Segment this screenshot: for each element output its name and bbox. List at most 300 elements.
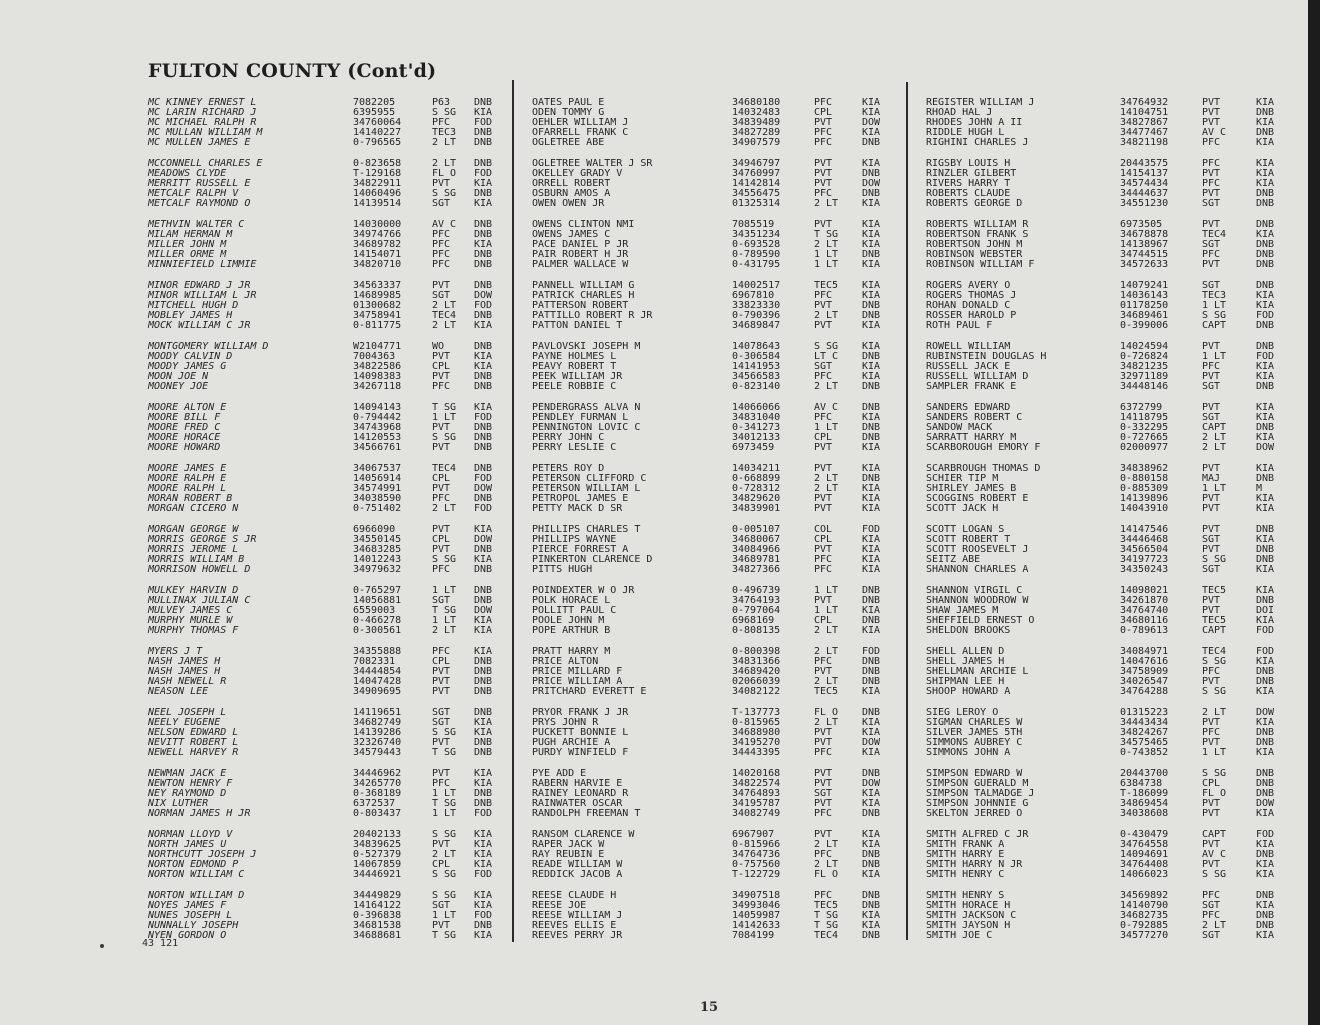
roster-status: DNB bbox=[1256, 778, 1275, 789]
roster-serial: 34574991 bbox=[353, 483, 402, 494]
roster-serial: 34477467 bbox=[1120, 127, 1169, 138]
roster-status: KIA bbox=[1256, 717, 1275, 728]
roster-serial: 7084199 bbox=[732, 930, 775, 941]
roster-serial: 34689782 bbox=[353, 239, 402, 250]
roster-grade: SGT bbox=[432, 290, 451, 301]
roster-status: DNB bbox=[474, 280, 493, 291]
roster-serial: 34821198 bbox=[1120, 137, 1169, 148]
roster-grade: PFC bbox=[814, 290, 833, 301]
roster-grade: T SG bbox=[814, 229, 839, 240]
roster-status: DOW bbox=[474, 290, 493, 301]
roster-serial: 34764740 bbox=[1120, 605, 1169, 616]
roster-name: MOORE HORACE bbox=[148, 432, 221, 443]
roster-group bbox=[148, 281, 500, 342]
roster-grade: TEC5 bbox=[814, 686, 839, 697]
roster-serial: 34764193 bbox=[732, 595, 781, 606]
roster-serial: 01325314 bbox=[732, 198, 781, 209]
roster-status: DNB bbox=[474, 788, 493, 799]
roster-name: SMITH ALFRED C JR bbox=[926, 829, 1029, 840]
roster-serial: 34449829 bbox=[353, 890, 402, 901]
roster-status: DNB bbox=[862, 300, 881, 311]
roster-serial: 0-797064 bbox=[732, 605, 781, 616]
roster-name: SANDERS EDWARD bbox=[926, 402, 1011, 413]
roster-name: MULVEY JAMES C bbox=[148, 605, 233, 616]
roster-name: MORGAN GEORGE W bbox=[148, 524, 239, 535]
roster-name: POPE ARTHUR B bbox=[532, 625, 611, 636]
roster-grade: 2 LT bbox=[814, 310, 839, 321]
roster-status: KIA bbox=[862, 829, 881, 840]
roster-name: MINOR EDWARD J JR bbox=[148, 280, 251, 291]
roster-name: MC KINNEY ERNEST L bbox=[148, 97, 257, 108]
roster-name: SMITH HARRY E bbox=[926, 849, 1005, 860]
roster-group bbox=[532, 586, 890, 647]
roster-group bbox=[922, 281, 1284, 342]
roster-serial: 14140790 bbox=[1120, 900, 1169, 911]
roster-grade: T SG bbox=[432, 930, 457, 941]
roster-name: ROBERTSON FRANK S bbox=[926, 229, 1029, 240]
roster-grade: PVT bbox=[814, 320, 833, 331]
roster-row bbox=[922, 199, 1284, 209]
roster-serial: 14140227 bbox=[353, 127, 402, 138]
roster-status: KIA bbox=[474, 198, 493, 209]
roster-name: SHELL ALLEN D bbox=[926, 646, 1005, 657]
roster-serial: 34680116 bbox=[1120, 615, 1169, 626]
roster-grade: PFC bbox=[1202, 249, 1221, 260]
roster-status: KIA bbox=[474, 900, 493, 911]
roster-status: FOD bbox=[1256, 351, 1275, 362]
roster-status: DNB bbox=[862, 849, 881, 860]
roster-status: KIA bbox=[474, 859, 493, 870]
roster-name: SMITH JOE C bbox=[926, 930, 993, 941]
roster-grade: 2 LT bbox=[814, 859, 839, 870]
roster-name: MEADOWS CLYDE bbox=[148, 168, 227, 179]
roster-grade: FL O bbox=[432, 168, 457, 179]
roster-serial: 14139286 bbox=[353, 727, 402, 738]
roster-name: POLK HORACE L bbox=[532, 595, 611, 606]
roster-grade: S SG bbox=[432, 869, 457, 880]
roster-grade: PFC bbox=[814, 554, 833, 565]
roster-name: NEWMAN JACK E bbox=[148, 768, 227, 779]
roster-grade: PFC bbox=[1202, 910, 1221, 921]
roster-serial: 14154137 bbox=[1120, 168, 1169, 179]
roster-grade: SGT bbox=[1202, 564, 1221, 575]
roster-serial: 6967810 bbox=[732, 290, 775, 301]
roster-status: DNB bbox=[1256, 280, 1275, 291]
roster-name: RHOAD HAL J bbox=[926, 107, 993, 118]
roster-row bbox=[922, 138, 1284, 148]
roster-group bbox=[532, 769, 890, 830]
roster-serial: 0-792885 bbox=[1120, 920, 1169, 931]
roster-status: DOW bbox=[862, 117, 881, 128]
roster-serial: 34743968 bbox=[353, 422, 402, 433]
roster-name: SHANNON WOODROW W bbox=[926, 595, 1029, 606]
roster-status: DNB bbox=[1256, 524, 1275, 535]
roster-name: MORRIS WILLIAM B bbox=[148, 554, 245, 565]
roster-serial: 34869454 bbox=[1120, 798, 1169, 809]
roster-grade: FL O bbox=[1202, 788, 1227, 799]
roster-group bbox=[148, 647, 500, 708]
roster-grade: 1 LT bbox=[1202, 351, 1227, 362]
roster-serial: 32971189 bbox=[1120, 371, 1169, 382]
roster-status: DNB bbox=[1256, 127, 1275, 138]
roster-name: SANDERS ROBERT C bbox=[926, 412, 1023, 423]
roster-status: DNB bbox=[474, 463, 493, 474]
roster-grade: PFC bbox=[814, 412, 833, 423]
roster-serial: 34907518 bbox=[732, 890, 781, 901]
roster-serial: T-122729 bbox=[732, 869, 781, 880]
roster-serial: 34838962 bbox=[1120, 463, 1169, 474]
roster-status: FOD bbox=[474, 910, 493, 921]
roster-serial: 14036143 bbox=[1120, 290, 1169, 301]
roster-name: RANDOLPH FREEMAN T bbox=[532, 808, 641, 819]
roster-serial: 0-794442 bbox=[353, 412, 402, 423]
roster-grade: PVT bbox=[814, 829, 833, 840]
roster-name: SEITZ ABE bbox=[926, 554, 981, 565]
roster-status: DNB bbox=[1256, 768, 1275, 779]
roster-status: DNB bbox=[474, 544, 493, 555]
roster-status: FOD bbox=[1256, 310, 1275, 321]
roster-grade: TEC5 bbox=[1202, 615, 1227, 626]
roster-grade: CPL bbox=[432, 361, 451, 372]
roster-group bbox=[922, 159, 1284, 220]
page-title: FULTON COUNTY (Cont'd) bbox=[148, 60, 437, 82]
roster-grade: PVT bbox=[1202, 605, 1221, 616]
roster-name: PRICE MILLARD F bbox=[532, 666, 623, 677]
roster-serial: 0-005107 bbox=[732, 524, 781, 535]
roster-grade: TEC3 bbox=[432, 127, 457, 138]
roster-serial: 0-790396 bbox=[732, 310, 781, 321]
roster-serial: 0-332295 bbox=[1120, 422, 1169, 433]
roster-serial: T-129168 bbox=[353, 168, 402, 179]
roster-group bbox=[922, 342, 1284, 403]
roster-serial: 14024594 bbox=[1120, 341, 1169, 352]
roster-status: DNB bbox=[474, 249, 493, 260]
roster-name: MOORE RALPH E bbox=[148, 473, 227, 484]
roster-status: DNB bbox=[1256, 910, 1275, 921]
roster-serial: 6559003 bbox=[353, 605, 396, 616]
roster-grade: PVT bbox=[814, 768, 833, 779]
roster-name: ROBERTS WILLIAM R bbox=[926, 219, 1029, 230]
roster-status: KIA bbox=[1256, 290, 1275, 301]
roster-grade: PFC bbox=[814, 564, 833, 575]
roster-grade: SGT bbox=[814, 788, 833, 799]
roster-name: METCALF RAYMOND O bbox=[148, 198, 251, 209]
roster-name: PENDLEY FURMAN L bbox=[532, 412, 629, 423]
roster-serial: 34038608 bbox=[1120, 808, 1169, 819]
roster-name: MULKEY HARVIN D bbox=[148, 585, 239, 596]
roster-name: PAIR ROBERT H JR bbox=[532, 249, 629, 260]
roster-name: SMITH FRANK A bbox=[926, 839, 1005, 850]
roster-name: NEASON LEE bbox=[148, 686, 209, 697]
roster-name: SCOTT ROOSEVELT J bbox=[926, 544, 1029, 555]
roster-grade: PVT bbox=[814, 798, 833, 809]
roster-status: DNB bbox=[474, 229, 493, 240]
roster-grade: PVT bbox=[814, 493, 833, 504]
roster-serial: 14142633 bbox=[732, 920, 781, 931]
roster-status: DNB bbox=[862, 900, 881, 911]
roster-name: REGISTER WILLIAM J bbox=[926, 97, 1035, 108]
roster-serial: 14138967 bbox=[1120, 239, 1169, 250]
roster-row bbox=[532, 931, 890, 941]
roster-name: NYEN GORDON O bbox=[148, 930, 227, 941]
roster-group bbox=[148, 464, 500, 525]
roster-status: DNB bbox=[862, 249, 881, 260]
roster-grade: PVT bbox=[1202, 798, 1221, 809]
roster-name: OGLETREE ABE bbox=[532, 137, 605, 148]
roster-name: ODEN TOMMY G bbox=[532, 107, 605, 118]
roster-grade: PVT bbox=[432, 839, 451, 850]
roster-grade: PVT bbox=[432, 737, 451, 748]
roster-status: DNB bbox=[862, 137, 881, 148]
roster-grade: COL bbox=[814, 524, 833, 535]
roster-serial: 34820710 bbox=[353, 259, 402, 270]
roster-group bbox=[148, 708, 500, 769]
roster-status: KIA bbox=[862, 503, 881, 514]
roster-serial: 14118795 bbox=[1120, 412, 1169, 423]
roster-grade: PVT bbox=[1202, 595, 1221, 606]
roster-status: DNB bbox=[474, 158, 493, 169]
roster-name: SCARBOROUGH EMORY F bbox=[926, 442, 1041, 453]
roster-grade: PVT bbox=[432, 351, 451, 362]
roster-name: PYE ADD E bbox=[532, 768, 587, 779]
roster-status: DNB bbox=[1256, 554, 1275, 565]
roster-serial: 14154071 bbox=[353, 249, 402, 260]
roster-grade: PVT bbox=[432, 676, 451, 687]
roster-name: SHELLMAN ARCHIE L bbox=[926, 666, 1029, 677]
roster-status: KIA bbox=[474, 930, 493, 941]
roster-serial: 34689420 bbox=[732, 666, 781, 677]
roster-name: MCCONNELL CHARLES E bbox=[148, 158, 263, 169]
roster-serial: 14139896 bbox=[1120, 493, 1169, 504]
roster-name: PHILLIPS CHARLES T bbox=[532, 524, 641, 535]
roster-name: PENNINGTON LOVIC C bbox=[532, 422, 641, 433]
roster-grade: PFC bbox=[814, 747, 833, 758]
margin-dot bbox=[100, 944, 104, 948]
roster-name: MORRIS JEROME L bbox=[148, 544, 239, 555]
roster-name: PETERS ROY D bbox=[532, 463, 605, 474]
roster-status: KIA bbox=[474, 615, 493, 626]
roster-status: KIA bbox=[862, 127, 881, 138]
roster-serial: 34443434 bbox=[1120, 717, 1169, 728]
roster-grade: PVT bbox=[814, 300, 833, 311]
roster-status: KIA bbox=[862, 483, 881, 494]
roster-serial: 34444854 bbox=[353, 666, 402, 677]
roster-serial: 34760997 bbox=[732, 168, 781, 179]
roster-status: DOW bbox=[862, 737, 881, 748]
roster-grade: 1 LT bbox=[432, 585, 457, 596]
roster-status: KIA bbox=[1256, 503, 1275, 514]
roster-status: DNB bbox=[1256, 920, 1275, 931]
roster-grade: PFC bbox=[814, 656, 833, 667]
column-divider bbox=[512, 80, 514, 942]
roster-serial: 34907579 bbox=[732, 137, 781, 148]
roster-serial: 34839489 bbox=[732, 117, 781, 128]
roster-name: PURDY WINFIELD F bbox=[532, 747, 629, 758]
roster-name: RIDDLE HUGH L bbox=[926, 127, 1005, 138]
roster-name: PETROPOL JAMES E bbox=[532, 493, 629, 504]
roster-name: PERRY JOHN C bbox=[532, 432, 605, 443]
roster-grade: PVT bbox=[432, 178, 451, 189]
roster-grade: T SG bbox=[432, 798, 457, 809]
roster-grade: S SG bbox=[432, 107, 457, 118]
roster-serial: 34993046 bbox=[732, 900, 781, 911]
roster-serial: 34689781 bbox=[732, 554, 781, 565]
roster-grade: PFC bbox=[432, 493, 451, 504]
roster-name: NORTH JAMES U bbox=[148, 839, 227, 850]
roster-status: KIA bbox=[862, 341, 881, 352]
roster-name: RAINEY LEONARD R bbox=[532, 788, 629, 799]
roster-name: POOLE JOHN M bbox=[532, 615, 605, 626]
roster-serial: 34267118 bbox=[353, 381, 402, 392]
roster-serial: 34550145 bbox=[353, 534, 402, 545]
roster-name: SCARBROUGH THOMAS D bbox=[926, 463, 1041, 474]
roster-status: KIA bbox=[474, 178, 493, 189]
roster-group bbox=[148, 403, 500, 464]
roster-grade: 2 LT bbox=[432, 158, 457, 169]
roster-status: DNB bbox=[1256, 107, 1275, 118]
roster-status: DNB bbox=[1256, 239, 1275, 250]
roster-name: PEAVY ROBERT T bbox=[532, 361, 617, 372]
roster-grade: 2 LT bbox=[1202, 707, 1227, 718]
roster-grade: S SG bbox=[432, 890, 457, 901]
roster-name: PETERSON WILLIAM L bbox=[532, 483, 641, 494]
roster-name: METHVIN WALTER C bbox=[148, 219, 245, 230]
roster-serial: 6384738 bbox=[1120, 778, 1163, 789]
roster-status: DNB bbox=[862, 585, 881, 596]
roster-serial: 34566504 bbox=[1120, 544, 1169, 555]
roster-grade: CPL bbox=[814, 534, 833, 545]
roster-status: DOW bbox=[1256, 798, 1275, 809]
roster-serial: 34443395 bbox=[732, 747, 781, 758]
roster-name: SILVER JAMES 5TH bbox=[926, 727, 1023, 738]
roster-name: SHAW JAMES M bbox=[926, 605, 999, 616]
roster-name: SHIPMAN LEE H bbox=[926, 676, 1005, 687]
roster-status: FOD bbox=[474, 869, 493, 880]
roster-status: DNB bbox=[474, 188, 493, 199]
roster-grade: PVT bbox=[814, 168, 833, 179]
roster-row bbox=[532, 443, 890, 453]
roster-status: DOI bbox=[1256, 605, 1275, 616]
roster-status: FOD bbox=[474, 473, 493, 484]
roster-grade: 2 LT bbox=[432, 137, 457, 148]
roster-status: KIA bbox=[474, 361, 493, 372]
roster-row bbox=[148, 565, 500, 575]
roster-name: NEVITT ROBERT L bbox=[148, 737, 239, 748]
roster-row bbox=[532, 870, 890, 880]
roster-grade: 2 LT bbox=[432, 320, 457, 331]
roster-grade: PFC bbox=[1202, 178, 1221, 189]
roster-status: KIA bbox=[862, 442, 881, 453]
roster-serial: 14689985 bbox=[353, 290, 402, 301]
roster-status: DNB bbox=[1256, 473, 1275, 484]
roster-name: OEHLER WILLIAM J bbox=[532, 117, 629, 128]
roster-row bbox=[532, 565, 890, 575]
roster-serial: 14066023 bbox=[1120, 869, 1169, 880]
roster-serial: 01300682 bbox=[353, 300, 402, 311]
roster-status: KIA bbox=[1256, 585, 1275, 596]
roster-status: DNB bbox=[474, 676, 493, 687]
roster-status: DNB bbox=[474, 97, 493, 108]
roster-status: DNB bbox=[474, 219, 493, 230]
roster-name: SMITH HENRY C bbox=[926, 869, 1005, 880]
roster-row bbox=[922, 382, 1284, 392]
roster-serial: 34444637 bbox=[1120, 188, 1169, 199]
roster-name: MILAM HERMAN M bbox=[148, 229, 233, 240]
roster-group bbox=[922, 586, 1284, 647]
roster-name: SHANNON CHARLES A bbox=[926, 564, 1029, 575]
roster-serial: 0-726824 bbox=[1120, 351, 1169, 362]
roster-serial: 0-757560 bbox=[732, 859, 781, 870]
roster-serial: 34195270 bbox=[732, 737, 781, 748]
roster-serial: 0-800398 bbox=[732, 646, 781, 657]
roster-grade: TEC5 bbox=[814, 280, 839, 291]
roster-serial: 34974766 bbox=[353, 229, 402, 240]
roster-name: MOODY CALVIN D bbox=[148, 351, 233, 362]
roster-serial: 0-727665 bbox=[1120, 432, 1169, 443]
roster-grade: PFC bbox=[432, 249, 451, 260]
roster-grade: 1 LT bbox=[432, 615, 457, 626]
roster-grade: SGT bbox=[1202, 534, 1221, 545]
roster-status: DNB bbox=[862, 310, 881, 321]
roster-serial: 34764558 bbox=[1120, 839, 1169, 850]
roster-grade: MAJ bbox=[1202, 473, 1221, 484]
roster-row bbox=[148, 260, 500, 270]
roster-row bbox=[922, 870, 1284, 880]
roster-serial: 14141953 bbox=[732, 361, 781, 372]
roster-grade: TEC4 bbox=[1202, 646, 1227, 657]
roster-name: SMITH HORACE H bbox=[926, 900, 1011, 911]
roster-grade: PVT bbox=[432, 483, 451, 494]
roster-status: DNB bbox=[862, 595, 881, 606]
roster-serial: 14056881 bbox=[353, 595, 402, 606]
roster-serial: 34822586 bbox=[353, 361, 402, 372]
roster-serial: 0-496739 bbox=[732, 585, 781, 596]
roster-status: KIA bbox=[1256, 168, 1275, 179]
roster-status: KIA bbox=[862, 290, 881, 301]
roster-grade: PVT bbox=[1202, 168, 1221, 179]
roster-grade: AV C bbox=[1202, 849, 1227, 860]
column-divider bbox=[906, 82, 908, 940]
roster-serial: 6968169 bbox=[732, 615, 775, 626]
roster-serial: 0-808135 bbox=[732, 625, 781, 636]
roster-status: KIA bbox=[862, 920, 881, 931]
roster-serial: 34744515 bbox=[1120, 249, 1169, 260]
roster-grade: PVT bbox=[1202, 97, 1221, 108]
roster-name: SARRATT HARRY M bbox=[926, 432, 1017, 443]
roster-name: SHELDON BROOKS bbox=[926, 625, 1011, 636]
roster-status: KIA bbox=[474, 890, 493, 901]
roster-serial: 0-668899 bbox=[732, 473, 781, 484]
roster-name: READE WILLIAM W bbox=[532, 859, 623, 870]
roster-grade: PFC bbox=[432, 646, 451, 657]
roster-row bbox=[922, 443, 1284, 453]
roster-serial: 20443700 bbox=[1120, 768, 1169, 779]
roster-column-left bbox=[148, 98, 500, 952]
roster-status: KIA bbox=[474, 727, 493, 738]
roster-status: FOD bbox=[474, 503, 493, 514]
roster-grade: 1 LT bbox=[432, 910, 457, 921]
roster-name: RANSOM CLARENCE W bbox=[532, 829, 635, 840]
roster-row bbox=[532, 504, 890, 514]
roster-name: SIMMONS AUBREY C bbox=[926, 737, 1023, 748]
roster-serial: 7004363 bbox=[353, 351, 396, 362]
roster-serial: 14012243 bbox=[353, 554, 402, 565]
roster-name: NASH JAMES H bbox=[148, 666, 221, 677]
roster-grade: PVT bbox=[432, 524, 451, 535]
roster-name: ROWELL WILLIAM bbox=[926, 341, 1011, 352]
roster-grade: SGT bbox=[432, 198, 451, 209]
roster-grade: PVT bbox=[1202, 463, 1221, 474]
